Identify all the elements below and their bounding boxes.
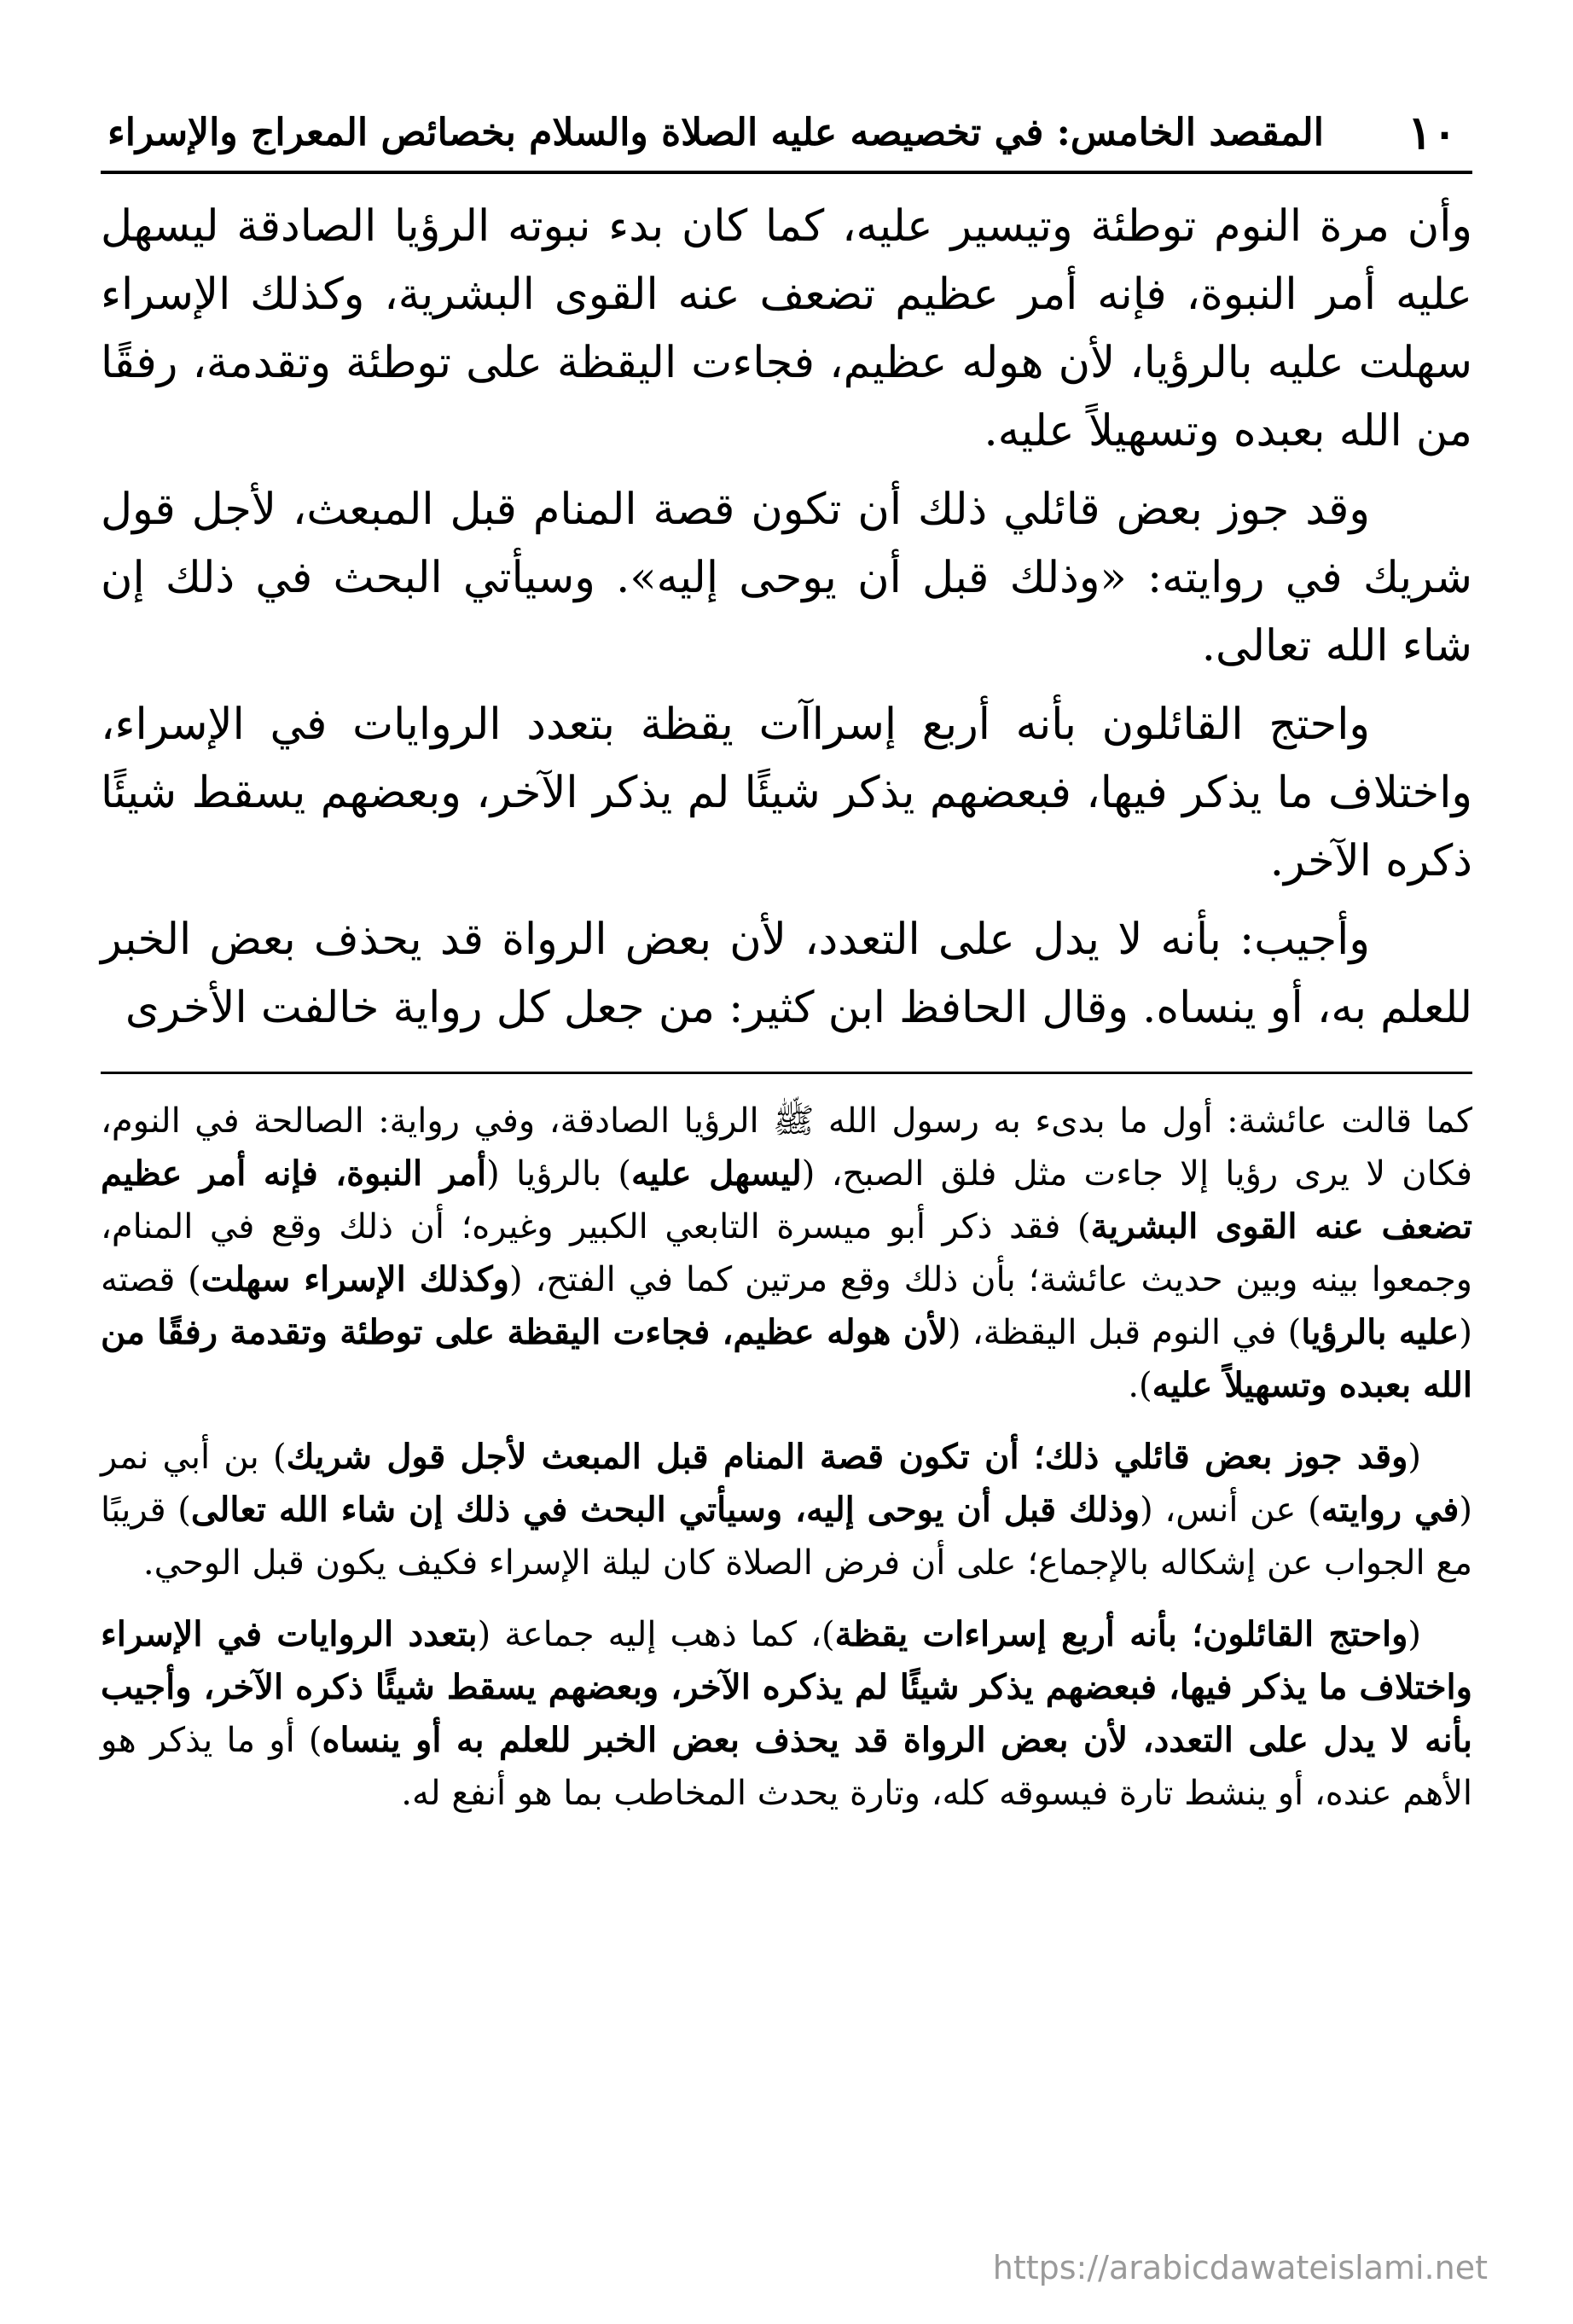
watermark-url: https://arabicdawateislami.net [992,2249,1488,2286]
main-paragraph-2: وقد جوز بعض قائلي ذلك أن تكون قصة المنام قبل المبعث، لأجل قول شريك في روايته: «وذلك قبل أن يوحى إليه». وسيأتي البحث في ذلك إن شاء الله تعالى. [101,485,1472,671]
chapter-title: المقصد الخامس: في تخصيصه عليه الصلاة والسلام بخصائص المعراج والإسراء [107,110,1324,154]
running-header [101,94,1472,174]
footnote-2: (وقد جوز بعض قائلي ذلك؛ أن تكون قصة المنام قبل المبعث لأجل قول شريك) بن أبي نمر (في روايته) عن أنس، (وذلك قبل أن يوحى إليه، وسيأتي البحث في ذلك إن شاء الله تعالى) قريبًا مع الجواب عن إشكاله بالإجماع؛ على أن فرض الصلاة كان ليلة الإسراء فكيف يكون قبل الوحي. [101,1437,1473,1583]
book-page [101,94,1472,2278]
footnote-1: كما قالت عائشة: أول ما بدىء به رسول الله ﷺ الرؤيا الصادقة، وفي رواية: الصالحة في النوم، فكان لا يرى رؤيا إلا جاءت مثل فلق الصبح، (ليسهل عليه) بالرؤيا (أمر النبوة، فإنه أمر عظيم تضعف عنه القوى البشرية) فقد ذكر أبو ميسرة التابعي الكبير وغيره؛ أن ذلك وقع في المنام، وجمعوا بينه وبين حديث عائشة؛ بأن ذلك وقع مرتين كما في الفتح، (وكذلك الإسراء سهلت) قصته (عليه بالرؤيا) في النوم قبل اليقظة، (لأن هوله عظيم، فجاءت اليقظة على توطئة وتقدمة رفقًا من الله بعبده وتسهيلاً عليه). [101,1101,1473,1405]
main-paragraph-1: وأن مرة النوم توطئة وتيسير عليه، كما كان بدء نبوته الرؤيا الصادقة ليسهل عليه أمر النبوة، فإنه أمر عظيم تضعف عنه القوى البشرية، وكذلك الإسراء سهلت عليه بالرؤيا، لأن هوله عظيم، فجاءت اليقظة على توطئة وتقدمة، رفقًا من الله بعبده وتسهيلاً عليه. [101,201,1472,456]
main-text [101,193,1472,1043]
main-paragraph-4: وأجيب: بأنه لا يدل على التعدد، لأن بعض الرواة قد يحذف بعض الخبر للعلم به، أو ينساه. وقال الحافظ ابن كثير: من جعل كل رواية خالفت الأخرى [101,915,1472,1033]
main-paragraph-3: واحتج القائلون بأنه أربع إسراآت يقظة بتعدد الروايات في الإسراء، واختلاف ما يذكر فيها، فبعضهم يذكر شيئًا لم يذكر الآخر، وبعضهم يسقط شيئًا ذكره الآخر. [101,700,1472,886]
footnotes [101,1095,1472,1820]
page-number: ١٠ [1407,105,1457,160]
footnote-divider [101,1072,1472,1074]
footnote-3: (واحتج القائلون؛ بأنه أربع إسراءات يقظة)، كما ذهب إليه جماعة (بتعدد الروايات في الإسراء واختلاف ما يذكر فيها، فبعضهم يذكر شيئًا لم يذكره الآخر، وبعضهم يسقط شيئًا ذكره الآخر، وأجيب بأنه لا يدل على التعدد، لأن بعض الرواة قد يحذف بعض الخبر للعلم به أو ينساه) أو ما يذكر هو الأهم عنده، أو ينشط تارة فيسوقه كله، وتارة يحدث المخاطب بما هو أنفع له. [101,1614,1473,1813]
